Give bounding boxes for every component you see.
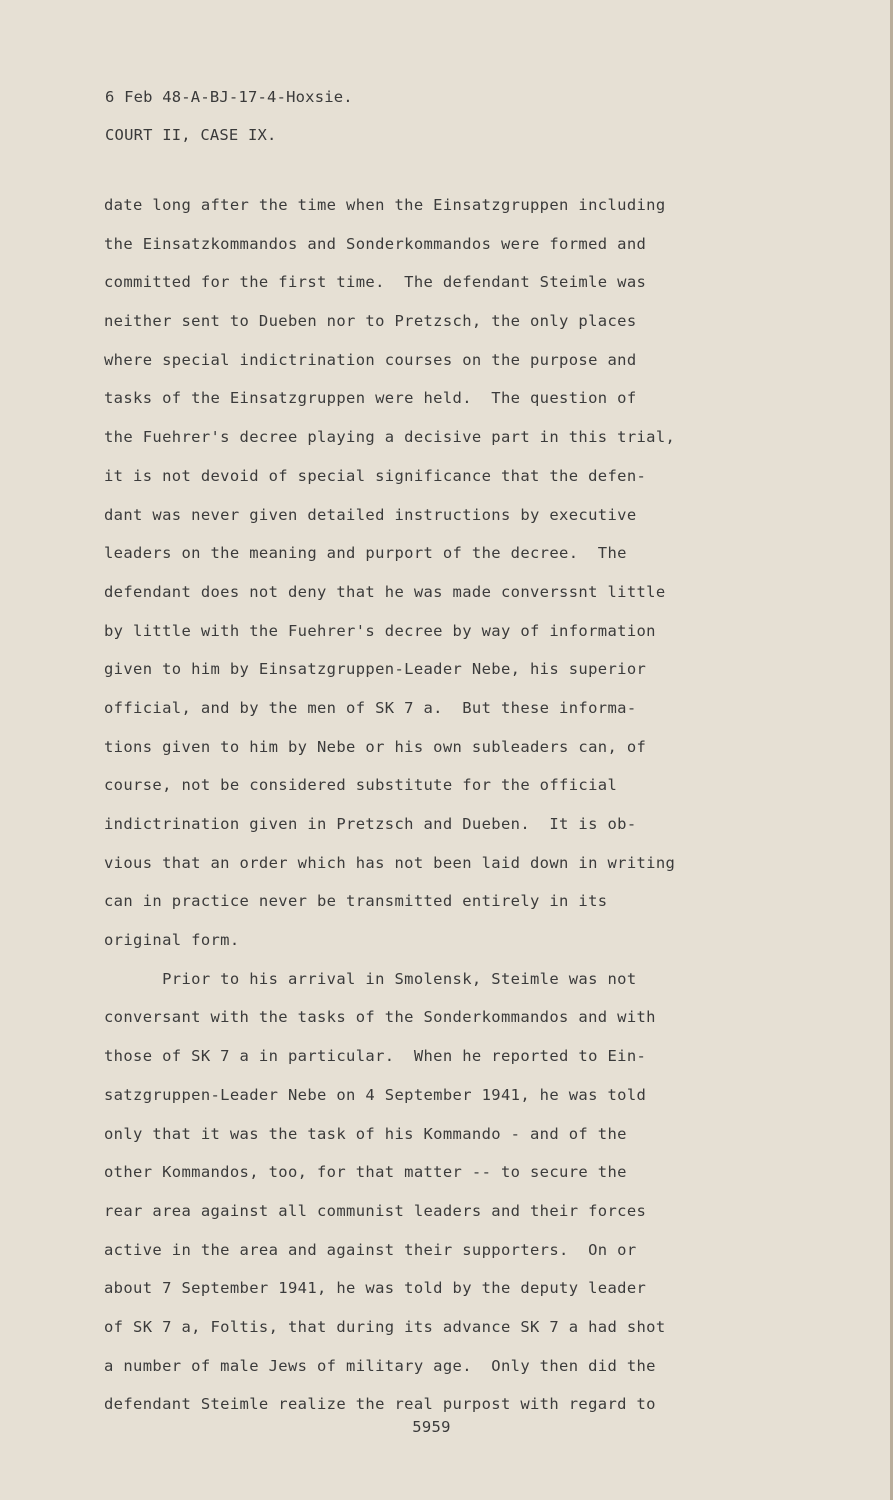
text-line: given to him by Einsatzgruppen-Leader Nebe, his superior xyxy=(104,660,647,679)
text-line: where special indictrination courses on the purpose and xyxy=(104,350,637,369)
text-line: defendant Steimle realize the real purpost with regard to xyxy=(104,1395,656,1414)
text-line: tasks of the Einsatzgruppen were held. The question of xyxy=(104,389,637,408)
text-line: other Kommandos, too, for that matter -- to secure the xyxy=(104,1163,627,1182)
text-line: course, not be considered substitute for the official xyxy=(104,776,618,795)
text-line: only that it was the task of his Kommando - and of the xyxy=(104,1124,627,1143)
text-line: vious that an order which has not been laid down in writing xyxy=(104,853,676,872)
text-line: can in practice never be transmitted entirely in its xyxy=(104,892,608,911)
text-line: about 7 September 1941, he was told by the deputy leader xyxy=(104,1279,647,1298)
header-court-case: COURT II, CASE IX. xyxy=(105,126,277,144)
body-text xyxy=(104,186,804,1424)
text-line: the Einsatzkommandos and Sonderkommandos were formed and xyxy=(104,234,647,253)
text-line: satzgruppen-Leader Nebe on 4 September 1941, he was told xyxy=(104,1085,647,1104)
text-line: indictrination given in Pretzsch and Dueben. It is ob- xyxy=(104,815,637,833)
text-line: rear area against all communist leaders and their forces xyxy=(104,1201,647,1220)
text-line: of SK 7 a, Foltis, that during its advance SK 7 a had shot xyxy=(104,1317,666,1336)
text-line: date long after the time when the Einsatzgruppen including xyxy=(104,196,666,214)
text-line: the Fuehrer's decree playing a decisive part in this trial, xyxy=(104,428,676,447)
page-number: 5959 xyxy=(412,1418,451,1436)
text-line: dant was never given detailed instructions by executive xyxy=(104,505,637,524)
text-line: defendant does not deny that he was made converssnt little xyxy=(104,582,666,601)
text-line: conversant with the tasks of the Sonderkommandos and with xyxy=(104,1008,656,1027)
text-line: it is not devoid of special significance that the defen- xyxy=(104,466,647,485)
text-line: neither sent to Dueben nor to Pretzsch, the only places xyxy=(104,312,637,331)
text-line: a number of male Jews of military age. Only then did the xyxy=(104,1356,656,1375)
text-line: by little with the Fuehrer's decree by way of information xyxy=(104,621,656,640)
text-line: those of SK 7 a in particular. When he reported to Ein- xyxy=(104,1047,647,1066)
text-line: Prior to his arrival in Smolensk, Steimle was not xyxy=(104,969,637,988)
document-header xyxy=(105,78,353,154)
text-line: tions given to him by Nebe or his own subleaders can, of xyxy=(104,737,647,756)
page-footer xyxy=(0,1418,893,1436)
header-reference: 6 Feb 48-A-BJ-17-4-Hoxsie. xyxy=(105,88,353,106)
text-line: official, and by the men of SK 7 a. But these informa- xyxy=(104,698,637,717)
text-line: committed for the first time. The defendant Steimle was xyxy=(104,273,647,292)
text-line: original form. xyxy=(104,931,240,950)
text-line: active in the area and against their supporters. On or xyxy=(104,1240,637,1259)
text-line: leaders on the meaning and purport of the decree. The xyxy=(104,544,627,563)
